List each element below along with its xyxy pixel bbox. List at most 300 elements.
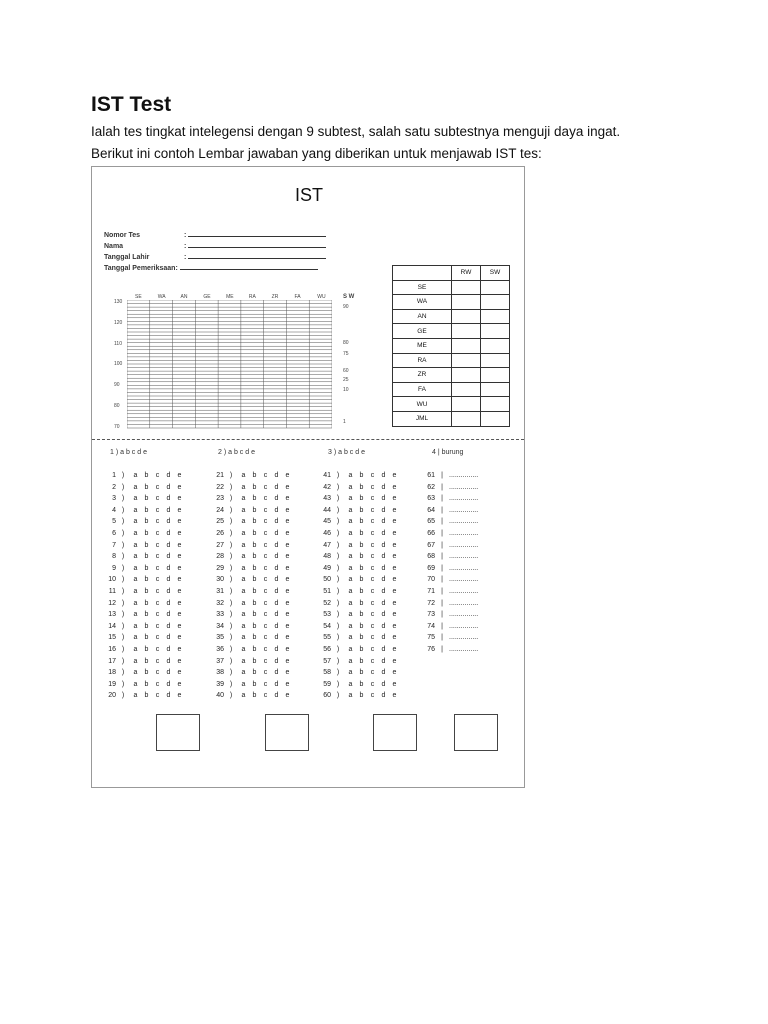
option-d[interactable]: d	[381, 553, 386, 561]
option-e[interactable]: e	[392, 472, 397, 479]
option-e[interactable]: e	[392, 669, 397, 677]
rw-cell[interactable]	[452, 324, 481, 339]
option-e[interactable]: e	[285, 634, 290, 642]
option-a[interactable]: a	[241, 599, 246, 607]
option-e[interactable]: e	[285, 692, 290, 700]
option-a[interactable]: a	[133, 483, 138, 491]
option-e[interactable]: e	[285, 657, 290, 665]
option-e[interactable]: e	[177, 669, 182, 677]
option-c[interactable]: c	[370, 472, 375, 479]
option-e[interactable]: e	[392, 599, 397, 607]
option-d[interactable]: d	[166, 587, 171, 595]
option-e[interactable]: e	[285, 669, 290, 677]
option-a[interactable]: a	[241, 576, 246, 584]
option-d[interactable]: d	[381, 669, 386, 677]
option-e[interactable]: e	[177, 518, 182, 526]
option-c[interactable]: c	[155, 518, 160, 526]
option-e[interactable]: e	[392, 634, 397, 642]
option-b[interactable]: b	[252, 645, 257, 653]
option-e[interactable]: e	[392, 495, 397, 503]
option-b[interactable]: b	[252, 506, 257, 514]
option-a[interactable]: a	[348, 553, 353, 561]
option-d[interactable]: d	[166, 564, 171, 572]
option-c[interactable]: c	[263, 564, 268, 572]
option-a[interactable]: a	[241, 680, 246, 688]
answer-blank[interactable]: ...............	[449, 506, 479, 514]
option-e[interactable]: e	[285, 622, 290, 630]
option-a[interactable]: a	[133, 657, 138, 665]
option-b[interactable]: b	[252, 657, 257, 665]
sw-cell[interactable]	[481, 353, 510, 368]
option-d[interactable]: d	[381, 634, 386, 642]
option-c[interactable]: c	[370, 564, 375, 572]
option-b[interactable]: b	[144, 680, 149, 688]
option-a[interactable]: a	[133, 518, 138, 526]
option-e[interactable]: e	[177, 645, 182, 653]
option-b[interactable]: b	[144, 669, 149, 677]
option-b[interactable]: b	[359, 529, 364, 537]
option-e[interactable]: e	[177, 529, 182, 537]
option-d[interactable]: d	[274, 495, 279, 503]
option-b[interactable]: b	[252, 576, 257, 584]
option-c[interactable]: c	[155, 529, 160, 537]
option-d[interactable]: d	[274, 622, 279, 630]
option-d[interactable]: d	[381, 541, 386, 549]
answer-blank[interactable]: ...............	[449, 483, 479, 491]
option-d[interactable]: d	[274, 692, 279, 700]
option-d[interactable]: d	[166, 506, 171, 514]
option-d[interactable]: d	[166, 622, 171, 630]
option-b[interactable]: b	[252, 622, 257, 630]
option-b[interactable]: b	[359, 495, 364, 503]
option-b[interactable]: b	[252, 553, 257, 561]
option-c[interactable]: c	[155, 669, 160, 677]
option-e[interactable]: e	[177, 622, 182, 630]
option-d[interactable]: d	[274, 541, 279, 549]
option-b[interactable]: b	[144, 611, 149, 619]
option-e[interactable]: e	[285, 599, 290, 607]
option-e[interactable]: e	[392, 541, 397, 549]
option-c[interactable]: c	[155, 622, 160, 630]
option-d[interactable]: d	[166, 576, 171, 584]
option-c[interactable]: c	[370, 680, 375, 688]
option-a[interactable]: a	[133, 680, 138, 688]
option-c[interactable]: c	[263, 634, 268, 642]
option-b[interactable]: b	[144, 518, 149, 526]
option-d[interactable]: d	[166, 495, 171, 503]
option-b[interactable]: b	[144, 506, 149, 514]
option-e[interactable]: e	[285, 541, 290, 549]
option-e[interactable]: e	[177, 553, 182, 561]
option-d[interactable]: d	[166, 634, 171, 642]
option-c[interactable]: c	[263, 483, 268, 491]
option-c[interactable]: c	[370, 611, 375, 619]
option-e[interactable]: e	[177, 541, 182, 549]
option-a[interactable]: a	[133, 576, 138, 584]
option-d[interactable]: d	[166, 657, 171, 665]
option-a[interactable]: a	[241, 645, 246, 653]
option-d[interactable]: d	[381, 622, 386, 630]
option-a[interactable]: a	[348, 576, 353, 584]
option-b[interactable]: b	[359, 680, 364, 688]
option-a[interactable]: a	[348, 483, 353, 491]
rw-cell[interactable]	[452, 368, 481, 383]
option-d[interactable]: d	[274, 472, 279, 479]
option-c[interactable]: c	[155, 483, 160, 491]
option-a[interactable]: a	[133, 541, 138, 549]
option-c[interactable]: c	[263, 576, 268, 584]
option-a[interactable]: a	[241, 553, 246, 561]
option-a[interactable]: a	[241, 472, 246, 479]
option-c[interactable]: c	[370, 529, 375, 537]
option-c[interactable]: c	[370, 518, 375, 526]
option-a[interactable]: a	[348, 680, 353, 688]
option-d[interactable]: d	[166, 669, 171, 677]
option-e[interactable]: e	[285, 611, 290, 619]
rw-cell[interactable]	[452, 309, 481, 324]
option-a[interactable]: a	[348, 599, 353, 607]
rw-cell[interactable]	[452, 295, 481, 310]
sw-cell[interactable]	[481, 309, 510, 324]
option-c[interactable]: c	[155, 564, 160, 572]
option-e[interactable]: e	[392, 622, 397, 630]
option-b[interactable]: b	[144, 483, 149, 491]
option-c[interactable]: c	[155, 645, 160, 653]
option-c[interactable]: c	[263, 506, 268, 514]
option-d[interactable]: d	[166, 541, 171, 549]
option-c[interactable]: c	[370, 576, 375, 584]
answer-blank[interactable]: ...............	[449, 541, 479, 549]
option-e[interactable]: e	[177, 599, 182, 607]
option-a[interactable]: a	[133, 634, 138, 642]
option-c[interactable]: c	[155, 692, 160, 700]
option-e[interactable]: e	[285, 518, 290, 526]
option-e[interactable]: e	[392, 680, 397, 688]
option-e[interactable]: e	[285, 472, 290, 479]
option-e[interactable]: e	[285, 483, 290, 491]
option-e[interactable]: e	[392, 506, 397, 514]
option-a[interactable]: a	[241, 529, 246, 537]
option-b[interactable]: b	[144, 564, 149, 572]
option-a[interactable]: a	[133, 472, 138, 479]
option-c[interactable]: c	[263, 472, 268, 479]
option-b[interactable]: b	[252, 483, 257, 491]
option-b[interactable]: b	[359, 669, 364, 677]
option-a[interactable]: a	[241, 692, 246, 700]
option-d[interactable]: d	[381, 529, 386, 537]
option-b[interactable]: b	[359, 587, 364, 595]
answer-blank[interactable]: ...............	[449, 587, 479, 595]
option-c[interactable]: c	[155, 506, 160, 514]
option-a[interactable]: a	[348, 657, 353, 665]
answer-blank[interactable]: ...............	[449, 611, 479, 619]
option-b[interactable]: b	[359, 634, 364, 642]
option-b[interactable]: b	[252, 634, 257, 642]
option-a[interactable]: a	[133, 622, 138, 630]
rw-cell[interactable]	[452, 280, 481, 295]
option-b[interactable]: b	[144, 587, 149, 595]
option-b[interactable]: b	[144, 645, 149, 653]
option-e[interactable]: e	[177, 483, 182, 491]
option-b[interactable]: b	[144, 692, 149, 700]
rw-cell[interactable]	[452, 338, 481, 353]
option-b[interactable]: b	[359, 472, 364, 479]
option-d[interactable]: d	[166, 611, 171, 619]
option-d[interactable]: d	[166, 645, 171, 653]
option-a[interactable]: a	[241, 495, 246, 503]
option-c[interactable]: c	[263, 692, 268, 700]
option-a[interactable]: a	[348, 506, 353, 514]
option-b[interactable]: b	[252, 611, 257, 619]
answer-blank[interactable]: ...............	[449, 472, 479, 479]
option-c[interactable]: c	[263, 553, 268, 561]
option-d[interactable]: d	[381, 611, 386, 619]
option-e[interactable]: e	[285, 576, 290, 584]
option-e[interactable]: e	[392, 483, 397, 491]
option-a[interactable]: a	[241, 611, 246, 619]
option-d[interactable]: d	[274, 587, 279, 595]
rw-cell[interactable]	[452, 382, 481, 397]
answer-blank[interactable]: ...............	[449, 645, 479, 653]
option-a[interactable]: a	[348, 518, 353, 526]
option-d[interactable]: d	[381, 564, 386, 572]
option-b[interactable]: b	[359, 692, 364, 700]
option-c[interactable]: c	[263, 611, 268, 619]
option-a[interactable]: a	[241, 483, 246, 491]
option-e[interactable]: e	[177, 680, 182, 688]
option-b[interactable]: b	[144, 622, 149, 630]
option-c[interactable]: c	[263, 518, 268, 526]
option-c[interactable]: c	[370, 692, 375, 700]
option-b[interactable]: b	[252, 692, 257, 700]
option-d[interactable]: d	[274, 506, 279, 514]
option-b[interactable]: b	[144, 576, 149, 584]
option-c[interactable]: c	[155, 657, 160, 665]
option-b[interactable]: b	[252, 529, 257, 537]
option-d[interactable]: d	[274, 553, 279, 561]
option-b[interactable]: b	[144, 553, 149, 561]
option-e[interactable]: e	[177, 692, 182, 700]
option-e[interactable]: e	[392, 564, 397, 572]
option-a[interactable]: a	[348, 645, 353, 653]
option-d[interactable]: d	[274, 529, 279, 537]
option-c[interactable]: c	[370, 553, 375, 561]
sw-cell[interactable]	[481, 324, 510, 339]
option-d[interactable]: d	[381, 483, 386, 491]
option-c[interactable]: c	[155, 587, 160, 595]
option-c[interactable]: c	[263, 669, 268, 677]
option-d[interactable]: d	[381, 576, 386, 584]
option-e[interactable]: e	[285, 553, 290, 561]
option-d[interactable]: d	[166, 692, 171, 700]
option-a[interactable]: a	[241, 541, 246, 549]
rw-cell[interactable]	[452, 353, 481, 368]
option-c[interactable]: c	[263, 529, 268, 537]
option-a[interactable]: a	[133, 692, 138, 700]
option-e[interactable]: e	[392, 553, 397, 561]
option-d[interactable]: d	[274, 483, 279, 491]
option-a[interactable]: a	[348, 634, 353, 642]
option-b[interactable]: b	[359, 553, 364, 561]
option-c[interactable]: c	[370, 657, 375, 665]
option-e[interactable]: e	[177, 587, 182, 595]
option-a[interactable]: a	[133, 611, 138, 619]
option-b[interactable]: b	[359, 576, 364, 584]
option-e[interactable]: e	[392, 657, 397, 665]
option-a[interactable]: a	[133, 645, 138, 653]
option-a[interactable]: a	[348, 692, 353, 700]
option-c[interactable]: c	[263, 495, 268, 503]
option-a[interactable]: a	[241, 622, 246, 630]
option-a[interactable]: a	[133, 599, 138, 607]
option-d[interactable]: d	[166, 472, 171, 479]
rw-cell[interactable]	[452, 411, 481, 426]
option-a[interactable]: a	[133, 587, 138, 595]
option-d[interactable]: d	[166, 599, 171, 607]
option-d[interactable]: d	[166, 529, 171, 537]
option-a[interactable]: a	[348, 587, 353, 595]
answer-blank[interactable]: ...............	[449, 529, 479, 537]
option-a[interactable]: a	[348, 472, 353, 479]
sw-cell[interactable]	[481, 411, 510, 426]
option-d[interactable]: d	[381, 518, 386, 526]
option-a[interactable]: a	[348, 611, 353, 619]
option-d[interactable]: d	[274, 634, 279, 642]
option-d[interactable]: d	[166, 483, 171, 491]
option-e[interactable]: e	[177, 657, 182, 665]
option-b[interactable]: b	[144, 495, 149, 503]
option-d[interactable]: d	[381, 587, 386, 595]
option-e[interactable]: e	[177, 495, 182, 503]
option-b[interactable]: b	[359, 622, 364, 630]
option-c[interactable]: c	[263, 645, 268, 653]
option-a[interactable]: a	[241, 506, 246, 514]
answer-blank[interactable]: ...............	[449, 495, 479, 503]
sw-cell[interactable]	[481, 295, 510, 310]
option-c[interactable]: c	[155, 611, 160, 619]
option-e[interactable]: e	[392, 518, 397, 526]
option-a[interactable]: a	[348, 529, 353, 537]
answer-blank[interactable]: ...............	[449, 553, 479, 561]
option-b[interactable]: b	[252, 669, 257, 677]
option-e[interactable]: e	[177, 634, 182, 642]
option-c[interactable]: c	[155, 472, 160, 479]
answer-blank[interactable]: ...............	[449, 634, 479, 642]
option-b[interactable]: b	[252, 472, 257, 479]
option-b[interactable]: b	[144, 634, 149, 642]
option-a[interactable]: a	[133, 506, 138, 514]
option-e[interactable]: e	[392, 611, 397, 619]
option-c[interactable]: c	[263, 587, 268, 595]
option-a[interactable]: a	[241, 657, 246, 665]
option-a[interactable]: a	[241, 564, 246, 572]
sw-cell[interactable]	[481, 280, 510, 295]
option-e[interactable]: e	[285, 645, 290, 653]
option-a[interactable]: a	[133, 529, 138, 537]
option-c[interactable]: c	[263, 657, 268, 665]
option-e[interactable]: e	[285, 564, 290, 572]
option-b[interactable]: b	[359, 506, 364, 514]
option-b[interactable]: b	[252, 587, 257, 595]
option-c[interactable]: c	[370, 495, 375, 503]
option-c[interactable]: c	[370, 541, 375, 549]
option-b[interactable]: b	[252, 680, 257, 688]
option-a[interactable]: a	[133, 495, 138, 503]
option-c[interactable]: c	[370, 622, 375, 630]
option-a[interactable]: a	[133, 669, 138, 677]
option-b[interactable]: b	[359, 564, 364, 572]
option-d[interactable]: d	[381, 657, 386, 665]
answer-blank[interactable]: ...............	[449, 599, 479, 607]
option-c[interactable]: c	[155, 541, 160, 549]
option-c[interactable]: c	[155, 634, 160, 642]
option-d[interactable]: d	[166, 680, 171, 688]
option-d[interactable]: d	[274, 680, 279, 688]
sw-cell[interactable]	[481, 382, 510, 397]
option-e[interactable]: e	[392, 587, 397, 595]
option-d[interactable]: d	[381, 472, 386, 479]
option-e[interactable]: e	[177, 472, 182, 479]
option-d[interactable]: d	[381, 506, 386, 514]
option-d[interactable]: d	[274, 657, 279, 665]
option-d[interactable]: d	[381, 645, 386, 653]
sw-cell[interactable]	[481, 397, 510, 412]
option-b[interactable]: b	[359, 645, 364, 653]
answer-blank[interactable]: ...............	[449, 518, 479, 526]
option-e[interactable]: e	[177, 564, 182, 572]
option-c[interactable]: c	[263, 599, 268, 607]
option-c[interactable]: c	[370, 599, 375, 607]
option-b[interactable]: b	[144, 657, 149, 665]
option-b[interactable]: b	[144, 599, 149, 607]
option-e[interactable]: e	[392, 692, 397, 700]
option-a[interactable]: a	[241, 518, 246, 526]
option-c[interactable]: c	[370, 587, 375, 595]
option-d[interactable]: d	[274, 599, 279, 607]
option-c[interactable]: c	[263, 622, 268, 630]
option-a[interactable]: a	[241, 669, 246, 677]
option-c[interactable]: c	[370, 634, 375, 642]
option-a[interactable]: a	[133, 564, 138, 572]
option-e[interactable]: e	[177, 506, 182, 514]
option-c[interactable]: c	[155, 599, 160, 607]
option-c[interactable]: c	[155, 576, 160, 584]
option-d[interactable]: d	[381, 495, 386, 503]
option-b[interactable]: b	[252, 599, 257, 607]
option-a[interactable]: a	[133, 553, 138, 561]
option-b[interactable]: b	[359, 483, 364, 491]
option-a[interactable]: a	[348, 564, 353, 572]
option-a[interactable]: a	[348, 669, 353, 677]
option-a[interactable]: a	[348, 495, 353, 503]
option-c[interactable]: c	[370, 645, 375, 653]
option-c[interactable]: c	[370, 506, 375, 514]
option-b[interactable]: b	[144, 472, 149, 479]
option-d[interactable]: d	[166, 553, 171, 561]
option-d[interactable]: d	[166, 518, 171, 526]
option-d[interactable]: d	[274, 611, 279, 619]
option-d[interactable]: d	[381, 680, 386, 688]
option-b[interactable]: b	[359, 611, 364, 619]
sw-cell[interactable]	[481, 368, 510, 383]
option-d[interactable]: d	[274, 576, 279, 584]
option-e[interactable]: e	[285, 495, 290, 503]
option-b[interactable]: b	[252, 495, 257, 503]
option-a[interactable]: a	[241, 634, 246, 642]
option-c[interactable]: c	[370, 669, 375, 677]
answer-blank[interactable]: ...............	[449, 576, 479, 584]
option-d[interactable]: d	[274, 564, 279, 572]
